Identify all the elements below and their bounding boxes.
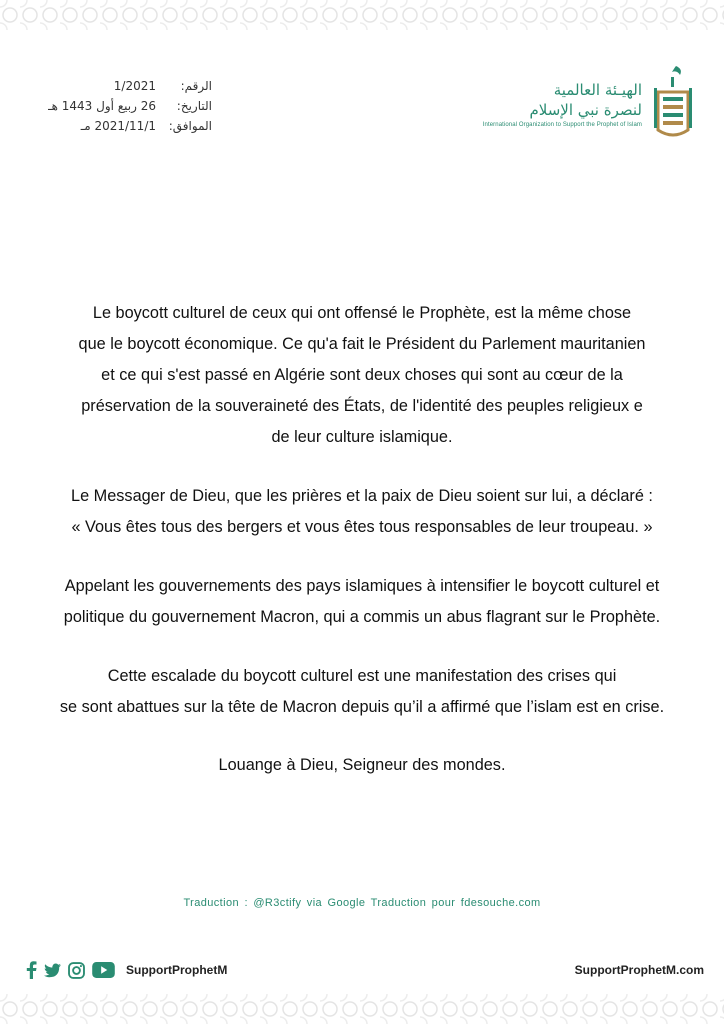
ref-number-row [60,76,212,96]
text-line: Louange à Dieu, Seigneur des mondes. [218,756,506,774]
text-line: de leur culture islamique. [271,428,453,446]
instagram-icon[interactable] [68,962,85,979]
paragraph-5 [0,750,724,781]
website-link[interactable]: SupportProphetM.com [574,963,704,977]
footer [26,958,704,982]
text-line: préservation de la souveraineté des États, de l'identité des peuples religieux e [81,397,643,415]
ref-number-label: الرقم: [180,79,212,93]
date-gregorian-label: الموافق: [168,119,212,133]
logo-arabic-line1: الهيـئة العالمية [553,81,642,99]
reference-block [48,76,212,136]
logo-english: International Organization to Support the Prophet of Islam [482,122,642,128]
social-links [26,961,227,979]
paragraph-4 [0,661,724,723]
text-line: Appelant les gouvernements des pays islamiques à intensifier le boycott culturel et [64,577,660,595]
text-line: Le Messager de Dieu, que les prières et la paix de Dieu soient sur lui, a déclaré : [71,487,653,505]
twitter-icon[interactable] [44,963,61,978]
letter-body [0,298,724,781]
text-line: Le boycott culturel de ceux qui ont offensé le Prophète, est la même chose [92,304,632,322]
logo-arabic-line2: لنصرة نبي الإسلام [529,101,642,119]
organization-logo [483,64,694,144]
decorative-border-top [0,0,724,30]
quote-line: « Vous êtes tous des bergers et vous êtes tous responsables de leur troupeau. » [71,518,653,536]
text-line: se sont abattues sur la tête de Macron depuis qu’il a affirmé que l’islam est en crise. [59,698,665,716]
facebook-icon[interactable] [26,961,37,979]
logo-emblem-icon [652,64,694,144]
date-hijri-row [48,96,212,116]
ref-number-value: 1/2021 [113,79,156,93]
decorative-border-bottom [0,994,724,1024]
date-hijri-label: التاريخ: [176,99,212,113]
text-line: que le boycott économique. Ce qu'a fait le Président du Parlement mauritanien [78,335,646,353]
date-gregorian-value: 2021/11/1 مـ [80,119,156,133]
text-line: politique du gouvernement Macron, qui a commis un abus flagrant sur le Prophète. [63,608,661,626]
paragraph-2 [0,481,724,543]
translation-credit: Traduction : @R3ctify via Google Traduction pour fdesouche.com [183,897,541,909]
youtube-icon[interactable] [92,962,115,978]
social-handle[interactable]: SupportProphetM [126,963,228,977]
paragraph-1 [0,298,724,453]
text-line: et ce qui s'est passé en Algérie sont deux choses qui sont au cœur de la [101,366,623,384]
logo-text [483,80,642,128]
date-gregorian-row [60,116,212,136]
date-hijri-value: 26 ربيع أول 1443 هـ [48,99,156,113]
paragraph-3 [0,571,724,633]
text-line: Cette escalade du boycott culturel est une manifestation des crises qui [107,667,617,685]
